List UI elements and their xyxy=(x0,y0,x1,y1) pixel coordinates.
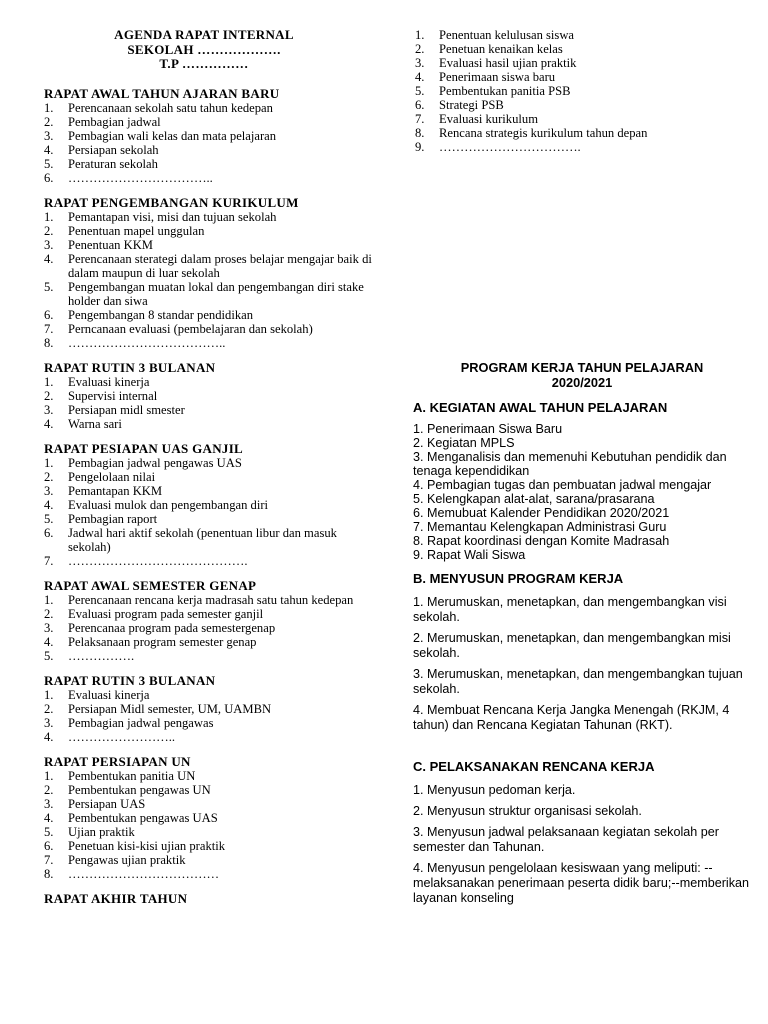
section-list xyxy=(44,456,379,568)
section-c xyxy=(413,759,758,906)
item-text: Penentuan KKM xyxy=(68,237,153,252)
item-text: Pembagian wali kelas dan mata pelajaran xyxy=(68,128,277,143)
list-item xyxy=(415,42,755,56)
item-number: 4. xyxy=(44,634,54,649)
item-number: 5. xyxy=(44,648,54,663)
item-number: 2. xyxy=(44,701,54,716)
item-number: 4. xyxy=(44,810,54,825)
item-text: Pelaksanaan program semester genap xyxy=(68,634,257,649)
item-number: 7. xyxy=(44,553,54,568)
item-text: Evaluasi kinerja xyxy=(68,374,150,389)
list-item xyxy=(44,649,379,663)
list-item xyxy=(44,403,379,417)
list-item xyxy=(44,526,379,554)
section-heading: RAPAT PESIAPAN UAS GANJIL xyxy=(44,440,244,456)
list-item xyxy=(44,375,379,389)
item-text: Penetuan kenaikan kelas xyxy=(439,42,563,56)
program-kerja xyxy=(413,360,758,912)
program-item: 2. Kegiatan MPLS xyxy=(413,436,515,450)
list-item xyxy=(44,308,379,322)
agenda-section xyxy=(44,360,379,431)
list-item xyxy=(415,98,755,112)
item-text: Jadwal hari aktif sekolah (penentuan libur dan masuk sekolah) xyxy=(68,525,337,554)
item-number: 5. xyxy=(44,511,54,526)
list-item xyxy=(44,839,379,853)
item-number: 4. xyxy=(44,142,54,157)
item-number: 5. xyxy=(44,156,54,171)
list-item xyxy=(44,157,379,171)
program-paragraph: 4. Menyusun pengelolaan kesiswaan yang meliputi: --melaksanakan penerimaan peserta didik baru;--memberikan layanan konseling xyxy=(413,861,750,905)
section-list xyxy=(44,769,379,881)
item-number: 2. xyxy=(44,469,54,484)
item-number: 9. xyxy=(415,140,425,154)
item-number: 2. xyxy=(44,223,54,238)
akhir-tahun-list xyxy=(415,28,755,154)
item-text: Penentuan kelulusan siswa xyxy=(439,28,575,42)
section-heading: RAPAT PERSIAPAN UN xyxy=(44,753,191,769)
section-c-paragraphs xyxy=(413,783,758,906)
section-list xyxy=(44,101,379,185)
item-text: ……………………………….. xyxy=(68,335,226,350)
item-number: 8. xyxy=(415,126,425,140)
list-item xyxy=(44,635,379,649)
agenda-section xyxy=(44,578,379,663)
section-list xyxy=(44,210,379,350)
list-item xyxy=(44,280,379,308)
item-number: 6. xyxy=(44,170,54,185)
section-heading: RAPAT PENGEMBANGAN KURIKULUM xyxy=(44,194,299,210)
list-item xyxy=(44,417,379,431)
item-number: 8. xyxy=(44,866,54,881)
item-number: 5. xyxy=(415,84,425,98)
item-number: 3. xyxy=(44,128,54,143)
item-number: 3. xyxy=(44,237,54,252)
list-item xyxy=(44,143,379,157)
item-text: ……………………………… xyxy=(68,866,220,881)
program-paragraph: 4. Membuat Rencana Kerja Jangka Menengah (RKJM, 4 tahun) dan Rencana Kegiatan Tahunan (RKT). xyxy=(413,703,730,732)
item-text: Pengembangan 8 standar pendidikan xyxy=(68,307,254,322)
item-number: 3. xyxy=(44,620,54,635)
item-text: ……………. xyxy=(68,648,135,663)
item-number: 3. xyxy=(44,402,54,417)
item-number: 2. xyxy=(44,388,54,403)
list-item xyxy=(44,730,379,744)
item-number: 4. xyxy=(44,251,54,266)
item-text: Supervisi internal xyxy=(68,388,158,403)
list-item xyxy=(44,336,379,350)
section-a-list xyxy=(413,422,758,562)
list-item xyxy=(44,389,379,403)
list-item xyxy=(44,498,379,512)
section-b-heading: B. MENYUSUN PROGRAM KERJA xyxy=(413,571,624,586)
item-text: ……………………………. xyxy=(439,140,581,154)
program-item: 5. Kelengkapan alat-alat, sarana/prasarana xyxy=(413,492,655,506)
item-text: Persiapan UAS xyxy=(68,796,146,811)
item-number: 6. xyxy=(44,307,54,322)
list-item xyxy=(44,825,379,839)
list-item xyxy=(415,56,755,70)
item-text: Perencanaan sekolah satu tahun kedepan xyxy=(68,100,273,115)
section-list xyxy=(44,688,379,744)
item-number: 2. xyxy=(44,782,54,797)
item-text: Perncanaan evaluasi (pembelajaran dan sekolah) xyxy=(68,321,313,336)
item-number: 3. xyxy=(44,715,54,730)
item-text: Evaluasi kurikulum xyxy=(439,112,538,126)
item-text: Perencanaan rencana kerja madrasah satu tahun kedepan xyxy=(68,592,354,607)
list-item xyxy=(44,593,379,607)
list-item xyxy=(415,28,755,42)
agenda-left-column xyxy=(44,28,379,906)
list-item xyxy=(44,769,379,783)
item-text: ……………………………………. xyxy=(68,553,248,568)
section-b xyxy=(413,571,758,733)
item-text: Pengawas ujian praktik xyxy=(68,852,186,867)
item-number: 7. xyxy=(44,852,54,867)
list-item xyxy=(44,607,379,621)
program-title-line: PROGRAM KERJA TAHUN PELAJARAN xyxy=(460,360,704,375)
item-number: 2. xyxy=(415,42,425,56)
item-text: …………………………….. xyxy=(68,170,213,185)
program-paragraph: 2. Menyusun struktur organisasi sekolah. xyxy=(413,804,642,818)
agenda-right-column xyxy=(415,28,755,154)
list-item xyxy=(44,867,379,881)
title-line: AGENDA RAPAT INTERNAL xyxy=(114,27,294,42)
item-text: Penerimaan siswa baru xyxy=(439,70,556,84)
program-item: 7. Memantau Kelengkapan Administrasi Guru xyxy=(413,520,667,534)
section-a xyxy=(413,400,758,562)
item-number: 1. xyxy=(44,592,54,607)
item-text: Perencanaa program pada semestergenap xyxy=(68,620,276,635)
list-item xyxy=(44,621,379,635)
item-text: Pembentukan panitia UN xyxy=(68,768,196,783)
section-b-paragraphs xyxy=(413,595,758,733)
item-text: Peraturan sekolah xyxy=(68,156,158,171)
document-title xyxy=(44,28,364,72)
item-number: 4. xyxy=(415,70,425,84)
item-number: 4. xyxy=(44,729,54,744)
list-item xyxy=(415,112,755,126)
item-text: Ujian praktik xyxy=(68,824,135,839)
item-number: 7. xyxy=(44,321,54,336)
program-paragraph: 2. Merumuskan, menetapkan, dan mengembangkan misi sekolah. xyxy=(413,631,731,660)
list-item xyxy=(44,797,379,811)
section-heading: RAPAT AKHIR TAHUN xyxy=(44,890,188,906)
item-text: …………………….. xyxy=(68,729,176,744)
title-line: SEKOLAH ………………. xyxy=(127,41,281,57)
agenda-section xyxy=(44,891,379,906)
list-item xyxy=(415,126,755,140)
item-text: Strategi PSB xyxy=(439,98,504,112)
item-text: Evaluasi hasil ujian praktik xyxy=(439,56,577,70)
item-text: Pembentukan pengawas UAS xyxy=(68,810,218,825)
list-item xyxy=(44,811,379,825)
program-paragraph: 3. Menyusun jadwal pelaksanaan kegiatan sekolah per semester dan Tahunan. xyxy=(413,825,719,854)
section-list xyxy=(44,593,379,663)
item-number: 1. xyxy=(44,455,54,470)
section-heading: RAPAT AWAL SEMESTER GENAP xyxy=(44,577,257,593)
item-text: Penentuan mapel unggulan xyxy=(68,223,205,238)
item-number: 1. xyxy=(44,209,54,224)
list-item xyxy=(415,70,755,84)
item-number: 4. xyxy=(44,497,54,512)
list-item xyxy=(44,252,379,280)
program-item: 6. Memubuat Kalender Pendidikan 2020/2021 xyxy=(413,506,670,520)
list-item xyxy=(44,101,379,115)
item-text: Persiapan midl smester xyxy=(68,402,185,417)
list-item xyxy=(415,140,755,154)
item-number: 6. xyxy=(44,525,54,540)
program-title xyxy=(417,360,747,390)
item-number: 1. xyxy=(44,768,54,783)
program-item: 4. Pembagian tugas dan pembuatan jadwal mengajar xyxy=(413,478,712,492)
item-number: 5. xyxy=(44,279,54,294)
section-heading: RAPAT AWAL TAHUN AJARAN BARU xyxy=(44,85,280,101)
agenda-section xyxy=(44,754,379,881)
agenda-section xyxy=(44,441,379,568)
item-text: Penetuan kisi-kisi ujian praktik xyxy=(68,838,226,853)
program-item: 1. Penerimaan Siswa Baru xyxy=(413,422,563,436)
list-item xyxy=(44,484,379,498)
item-text: Pembagian jadwal pengawas xyxy=(68,715,214,730)
list-item xyxy=(44,512,379,526)
item-number: 6. xyxy=(415,98,425,112)
item-text: Pemantapan visi, misi dan tujuan sekolah xyxy=(68,209,277,224)
item-number: 2. xyxy=(44,606,54,621)
list-item xyxy=(44,322,379,336)
section-heading: RAPAT RUTIN 3 BULANAN xyxy=(44,672,216,688)
item-text: Pengelolaan nilai xyxy=(68,469,156,484)
item-text: Pembentukan pengawas UN xyxy=(68,782,211,797)
list-item xyxy=(44,115,379,129)
agenda-section xyxy=(44,86,379,185)
list-item xyxy=(44,688,379,702)
item-number: 7. xyxy=(415,112,425,126)
agenda-section xyxy=(44,673,379,744)
item-number: 2. xyxy=(44,114,54,129)
section-a-heading: A. KEGIATAN AWAL TAHUN PELAJARAN xyxy=(413,400,668,415)
item-number: 6. xyxy=(44,838,54,853)
list-item xyxy=(44,456,379,470)
program-paragraph: 1. Merumuskan, menetapkan, dan mengembangkan visi sekolah. xyxy=(413,595,727,624)
item-text: Pengembangan muatan lokal dan pengembangan diri stake holder dan siwa xyxy=(68,279,364,308)
item-text: Pembagian jadwal pengawas UAS xyxy=(68,455,242,470)
program-item: 9. Rapat Wali Siswa xyxy=(413,548,526,562)
agenda-section xyxy=(44,195,379,350)
item-number: 3. xyxy=(415,56,425,70)
program-paragraph: 3. Merumuskan, menetapkan, dan mengembangkan tujuan sekolah. xyxy=(413,667,743,696)
list-item xyxy=(44,702,379,716)
program-item: 3. Menganalisis dan memenuhi Kebutuhan pendidik dan tenaga kependidikan xyxy=(413,450,727,478)
list-item xyxy=(44,853,379,867)
item-number: 3. xyxy=(44,796,54,811)
item-text: Pembagian jadwal xyxy=(68,114,161,129)
item-number: 1. xyxy=(44,687,54,702)
list-item xyxy=(44,470,379,484)
item-number: 1. xyxy=(44,100,54,115)
item-number: 8. xyxy=(44,335,54,350)
program-title-line: 2020/2021 xyxy=(551,375,613,390)
section-c-heading: C. PELAKSANAKAN RENCANA KERJA xyxy=(413,759,655,774)
list-item xyxy=(44,129,379,143)
section-list xyxy=(44,375,379,431)
item-text: Evaluasi program pada semester ganjil xyxy=(68,606,264,621)
item-text: Pembentukan panitia PSB xyxy=(439,84,571,98)
item-text: Persiapan Midl semester, UM, UAMBN xyxy=(68,701,272,716)
section-heading: RAPAT RUTIN 3 BULANAN xyxy=(44,359,216,375)
item-text: Pembagian raport xyxy=(68,511,158,526)
list-item xyxy=(44,783,379,797)
item-number: 3. xyxy=(44,483,54,498)
item-number: 4. xyxy=(44,416,54,431)
title-line: T.P …………… xyxy=(159,56,249,71)
item-text: Rencana strategis kurikulum tahun depan xyxy=(439,126,648,140)
item-text: Warna sari xyxy=(68,416,122,431)
item-text: Evaluasi kinerja xyxy=(68,687,150,702)
program-item: 8. Rapat koordinasi dengan Komite Madrasah xyxy=(413,534,670,548)
item-number: 5. xyxy=(44,824,54,839)
list-item xyxy=(44,554,379,568)
list-item xyxy=(44,210,379,224)
item-text: Persiapan sekolah xyxy=(68,142,159,157)
item-text: Perencanaan sterategi dalam proses belajar mengajar baik di dalam maupun di luar sekolah xyxy=(68,251,372,280)
list-item xyxy=(44,171,379,185)
list-item xyxy=(44,716,379,730)
item-number: 1. xyxy=(415,28,425,42)
item-number: 1. xyxy=(44,374,54,389)
list-item xyxy=(44,238,379,252)
list-item xyxy=(415,84,755,98)
item-text: Evaluasi mulok dan pengembangan diri xyxy=(68,497,269,512)
program-paragraph: 1. Menyusun pedoman kerja. xyxy=(413,783,576,797)
item-text: Pemantapan KKM xyxy=(68,483,163,498)
agenda-sections xyxy=(44,86,379,906)
list-item xyxy=(44,224,379,238)
